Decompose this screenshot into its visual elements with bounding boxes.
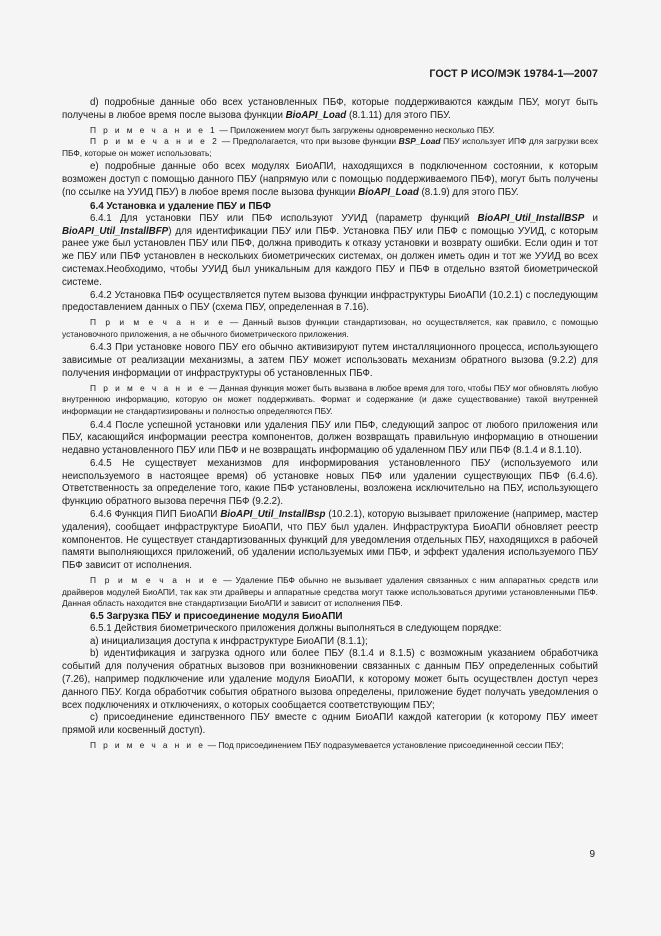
section-heading-6-5: 6.5 Загрузка ПБУ и присоединение модуля БиоАПИ bbox=[90, 610, 343, 622]
paragraph-6-4-1: 6.4.1 Для установки ПБУ или ПБФ используют УУИД (параметр функций BioAPI_Util_InstallBSP и BioAPI_Util_InstallBFP) для идентификации ПБУ или ПБФ. Установка ПБУ или ПБФ с помощью УУИД, с которым ранее уже был установлен ПБУ или ПБФ, должна приводить к отказу установки и возврату ошибки. Если один и тот же ПБУ или ПБФ установлен в нескольких биометрических системах, он должен иметь один и тот же УУИД во всех системах.Необходимо, чтобы УУИД был уникальным для каждого ПБУ и ПБФ в отдельно взятой биометрической системе. bbox=[62, 212, 599, 288]
paragraph-6-4-3: 6.4.3 При установке нового ПБУ его обычно активизируют путем инсталляционного процесса, использующего зависимые от реализации механизмы, а затем ПБУ может использовать механизм обратного вызова (9.2.2) для получения информации от инфраструктуры об установленных ПБФ. bbox=[62, 342, 598, 379]
paragraph-6-4-4: 6.4.4 После успешной установки или удаления ПБУ или ПБФ, следующий запрос от любого приложения или ПБУ, касающийся информации реестра компонентов, должен возвращать правильную информацию в отношении недавно установленного ПБУ или ПБФ и не возвращать информацию об удаленном ПБУ или ПБФ (8.1.4 и 8.1.10). bbox=[62, 419, 598, 457]
note-4: П р и м е ч а н и е — Данная функция может быть вызвана в любое время для того, чтобы ПБУ мог обновлять любую внутреннюю информацию, которую он может поддерживать. Формат и содержание (и даже существование) такой внутренней информации не стандартизированы и полностью определяются ПБУ. bbox=[62, 382, 599, 416]
paragraph-e: е) подробные данные обо всех модулях БиоАПИ, находящихся в подключенном состоянии, к которым возможен доступ с помощью данного ПБУ (напрямую или с помощью поддерживаемого ПБФ), могут быть получены (по ссылке на УУИД ПБУ) в любое время после вызова функции BioAPI_Load (8.1.9) для этого ПБУ. bbox=[62, 161, 598, 198]
paragraph-d: d) подробные данные обо всех установленных ПБФ, которые поддерживаются каждым ПБУ, могут быть получены в любое время после вызова функции BioAPI_Load (8.1.11) для этого ПБУ. bbox=[62, 97, 598, 121]
paragraph-6-5-1: 6.5.1 Действия биометрического приложения должны выполняться в следующем порядке: bbox=[90, 622, 502, 634]
note-1: П р и м е ч а н и е 1 — Приложением могут быть загружены одновременно несколько ПБУ. bbox=[90, 124, 495, 135]
list-item-a: a) инициализация доступа к инфраструктуре БиоАПИ (8.1.1); bbox=[90, 635, 368, 647]
note-6: П р и м е ч а н и е — Под присоединением ПБУ подразумевается установление присоединенной сессии ПБУ; bbox=[90, 740, 564, 751]
section-heading-6-4: 6.4 Установка и удаление ПБУ и ПБФ bbox=[90, 200, 271, 212]
list-item-b: b) идентификация и загрузка одного или более ПБУ (8.1.4 и 8.1.5) с возможным указанием обработчика событий для получения обратных вызовов при возникновении связанных с данным ПБУ определенных событий (7.26), например подключение или удаление модуля БиоАПИ, к которому может быть осуществлен доступ через данного ПБУ. Когда обработчик события обратного вызова определены, приложение будет получать уведомления о всех подключениях и отключениях, о которых сообщается соответствующим ПБУ; bbox=[62, 648, 598, 711]
paragraph-6-4-6: 6.4.6 Функция ПИП БиоАПИ BioAPI_Util_InstallBsp (10.2.1), которую вызывает приложение (например, мастер удаления), сообщает инфраструктуре БиоАПИ, что ПБУ был удален. Инфраструктура БиоАПИ обновляет реестр компонентов. Не существует стандартизованных функций для уведомления отдельных ПБУ, находящихся в рабочей памяти выполняющихся приложений, об удалении используемых ими ПБФ, и эффект удаления используемого ПБУ ПБФ зависит от исполнения. bbox=[62, 509, 598, 572]
note-2: П р и м е ч а н и е 2 — Предполагается, что при вызове функции BSP_Load ПБУ использует ИПФ для загрузки всех ПБФ, которые он может использовать; bbox=[62, 136, 599, 158]
page-number: 9 bbox=[589, 849, 595, 860]
list-item-c: c) присоединение единственного ПБУ вместе с одним БиоАПИ каждой категории (к которому ПБУ имеет прямой или косвенный доступ). bbox=[62, 712, 598, 737]
note-5: П р и м е ч а н и е — Удаление ПБФ обычно не вызывает удаления связанных с ним аппаратных средств или драйверов модулей БиоАПИ, так как эти драйверы и аппаратные средства могут также использоваться другими установленными ПБФ. Данная область находится вне стандартизации БиоАПИ и зависит от исполнения ПБФ. bbox=[62, 575, 599, 609]
paragraph-6-4-5: 6.4.5 Не существует механизмов для информирования установленного ПБУ (используемого или неиспользуемого в настоящее время) об установке новых ПБФ или удалении существующих ПБФ (6.4.6). Ответственность за определение того, какие ПБФ установлены, возложена исключительно на ПБУ, использующего функцию обратного вызова перечня ПБФ (9.2.2). bbox=[62, 457, 598, 508]
page-body bbox=[62, 97, 598, 752]
paragraph-6-4-2: 6.4.2 Установка ПБФ осуществляется путем вызова функции инфраструктуры БиоАПИ (10.2.1) с последующим предоставлением данных о ПБУ (схема ПБУ, определенная в 7.16). bbox=[62, 289, 598, 314]
running-header: ГОСТ Р ИСО/МЭК 19784-1—2007 bbox=[429, 68, 598, 80]
note-3: П р и м е ч а н и е — Данный вызов функции стандартизован, но осуществляется, как правило, с помощью установочного приложения, а не обычного биометрического приложения. bbox=[62, 317, 598, 339]
